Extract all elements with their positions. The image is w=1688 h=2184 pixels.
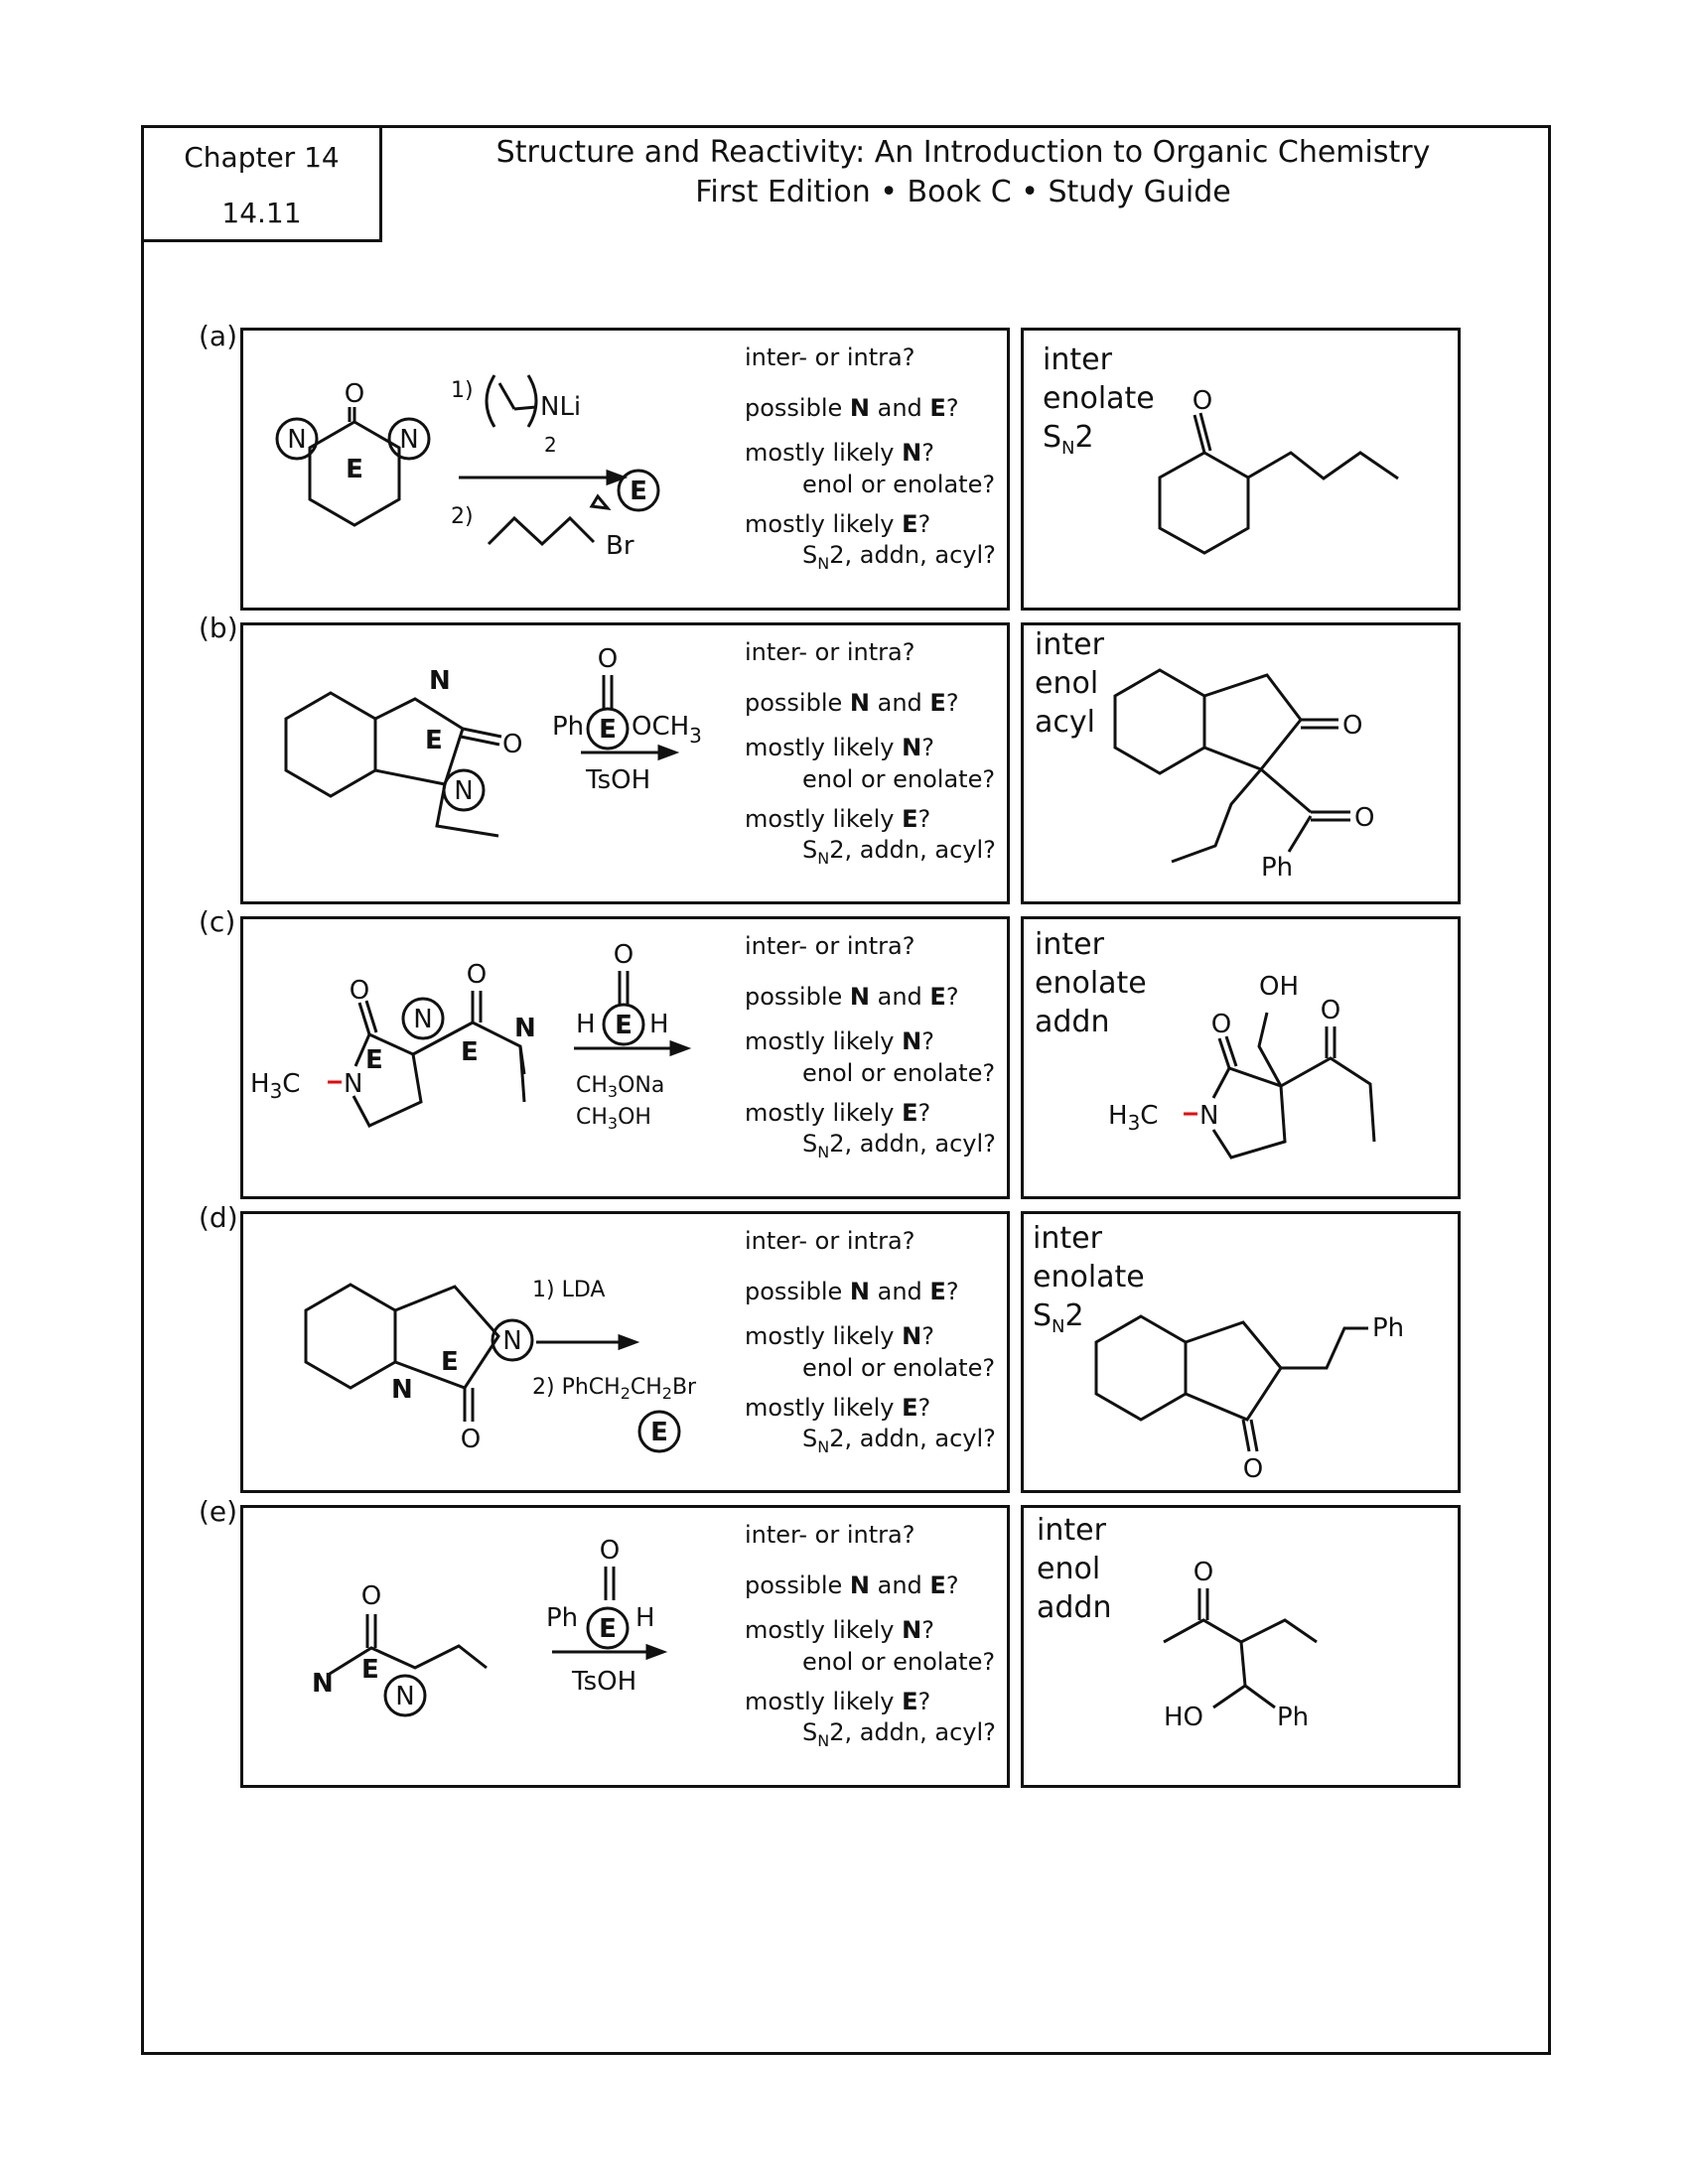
answer-line: enolate bbox=[1033, 1260, 1145, 1295]
step-1-label: 1) bbox=[451, 378, 474, 403]
atom-o: O bbox=[460, 1425, 482, 1454]
structure-c-reactant bbox=[250, 960, 536, 1126]
ring bbox=[1186, 1322, 1281, 1420]
answer-line: enol bbox=[1037, 1552, 1101, 1586]
atom-n: N bbox=[395, 1682, 415, 1711]
answer-line: enol bbox=[1035, 666, 1099, 701]
q-text: ? bbox=[917, 805, 931, 833]
h3c-label bbox=[1108, 1101, 1158, 1135]
structure-d-reactant bbox=[306, 1285, 532, 1454]
electrophile-label: E bbox=[365, 1045, 383, 1075]
subscript: 3 bbox=[607, 1114, 619, 1133]
ph-label: Ph bbox=[552, 712, 585, 742]
q-e: E bbox=[929, 689, 946, 717]
q-text: possible bbox=[745, 983, 850, 1011]
q-inter-intra: inter- or intra? bbox=[745, 638, 915, 666]
atom-o: O bbox=[1320, 996, 1341, 1025]
electrophile-label: E bbox=[461, 1037, 479, 1067]
q-n: N bbox=[849, 983, 870, 1011]
atom-h: H bbox=[1108, 1101, 1128, 1131]
q-text: 2, addn, acyl? bbox=[829, 541, 996, 569]
q-text: mostly likely bbox=[745, 734, 903, 761]
q-text: and bbox=[869, 983, 930, 1011]
atom-o: O bbox=[466, 960, 488, 990]
q-text: N bbox=[817, 553, 830, 573]
atom-o: O bbox=[597, 644, 619, 674]
answer-s: S bbox=[1033, 1298, 1053, 1333]
atom-n: N bbox=[413, 1005, 433, 1034]
q-text: S bbox=[802, 836, 818, 864]
atom-o: O bbox=[1354, 803, 1375, 833]
q-text: and bbox=[869, 394, 930, 422]
step-2-label bbox=[532, 1375, 697, 1403]
q-text: and bbox=[869, 689, 930, 717]
q-enol: enol or enolate? bbox=[802, 1059, 996, 1087]
acid-label: TsOH bbox=[572, 1667, 637, 1697]
q-text: N bbox=[817, 1730, 830, 1750]
q-n: N bbox=[902, 1322, 922, 1350]
acid-label: TsOH bbox=[586, 765, 651, 795]
problem-label-e: (e) bbox=[199, 1495, 238, 1528]
ho-label: HO bbox=[1164, 1703, 1204, 1732]
q-text: possible bbox=[745, 1571, 850, 1599]
nli-label: NLi bbox=[540, 392, 582, 422]
reagents-b bbox=[552, 644, 702, 795]
ph-label: Ph bbox=[546, 1603, 579, 1633]
br-label: Br bbox=[606, 531, 634, 561]
structure-d-product bbox=[1096, 1313, 1404, 1484]
arrowhead bbox=[659, 747, 675, 758]
q-text: mostly likely bbox=[745, 1322, 903, 1350]
arrowhead bbox=[647, 1646, 663, 1658]
ring bbox=[353, 1034, 421, 1126]
solvent-text: CH bbox=[576, 1105, 608, 1130]
ring bbox=[375, 699, 463, 784]
atom-o: O bbox=[1192, 386, 1213, 416]
atom-c: C bbox=[282, 1069, 301, 1099]
step-2-text: Br bbox=[671, 1375, 697, 1400]
base-text: CH bbox=[576, 1073, 608, 1098]
atom-o: O bbox=[1210, 1010, 1232, 1039]
q-n: N bbox=[902, 1027, 922, 1055]
atom-o: O bbox=[344, 379, 365, 409]
q-n: N bbox=[849, 1278, 870, 1305]
bond bbox=[463, 729, 501, 737]
ring bbox=[306, 1285, 395, 1388]
solvent-text: OH bbox=[618, 1105, 651, 1130]
subscript: 3 bbox=[1127, 1111, 1141, 1135]
oh-label: OH bbox=[1259, 972, 1300, 1002]
phenethyl-chain bbox=[1281, 1328, 1368, 1368]
atom-n: N bbox=[429, 666, 451, 696]
subscript: 3 bbox=[607, 1082, 619, 1101]
subscript: 2 bbox=[661, 1384, 672, 1403]
ring bbox=[1213, 1068, 1285, 1158]
q-text: and bbox=[869, 1278, 930, 1305]
base-label bbox=[576, 1073, 664, 1101]
answer-line: enolate bbox=[1043, 381, 1155, 416]
chapter-label: Chapter 14 bbox=[184, 141, 340, 174]
bond bbox=[1245, 1686, 1275, 1707]
answer-line: inter bbox=[1043, 342, 1112, 377]
bond bbox=[461, 737, 499, 745]
atom-n: N bbox=[287, 425, 307, 455]
q-text: 2, addn, acyl? bbox=[829, 1718, 996, 1746]
ph-label: Ph bbox=[1372, 1313, 1405, 1343]
q-text: ? bbox=[921, 1027, 934, 1055]
q-e: E bbox=[929, 983, 946, 1011]
answer-s: S bbox=[1043, 420, 1062, 455]
structure-b-product bbox=[1115, 670, 1374, 883]
atom-o: O bbox=[1342, 711, 1363, 741]
q-text: ? bbox=[945, 394, 959, 422]
ring bbox=[1204, 675, 1301, 769]
q-text: possible bbox=[745, 394, 850, 422]
base-text: ONa bbox=[618, 1073, 665, 1098]
bond bbox=[1243, 1420, 1249, 1451]
answer-line: inter bbox=[1033, 1221, 1102, 1256]
q-text: ? bbox=[945, 983, 959, 1011]
answer-line: inter bbox=[1035, 927, 1104, 962]
arrowhead bbox=[671, 1042, 687, 1054]
electrophile-label: E bbox=[346, 455, 363, 484]
q-text: ? bbox=[917, 1099, 931, 1127]
structure-a-reactant bbox=[277, 379, 429, 525]
q-text: S bbox=[802, 541, 818, 569]
q-text: mostly likely bbox=[745, 439, 903, 467]
q-e: E bbox=[902, 510, 918, 538]
electrophile-label: E bbox=[630, 477, 647, 506]
q-text: ? bbox=[945, 1278, 959, 1305]
atom-n: N bbox=[399, 425, 419, 455]
curved-arrow-icon bbox=[592, 496, 608, 508]
answer-sub: N bbox=[1052, 1316, 1065, 1337]
h-label: H bbox=[649, 1010, 669, 1039]
ring bbox=[1096, 1316, 1186, 1420]
q-enol: enol or enolate? bbox=[802, 765, 996, 793]
q-text: N bbox=[817, 1436, 830, 1456]
electrophile-label: E bbox=[425, 726, 443, 755]
atom-n: N bbox=[391, 1375, 413, 1405]
structure-e-product bbox=[1164, 1558, 1317, 1732]
reagents-c bbox=[574, 940, 687, 1133]
atom-o: O bbox=[502, 730, 523, 759]
arrowhead bbox=[620, 1336, 635, 1348]
q-n: N bbox=[902, 439, 922, 467]
och3-label bbox=[632, 712, 702, 748]
q-text: ? bbox=[917, 1394, 931, 1422]
q-text: S bbox=[802, 1718, 818, 1746]
q-n: N bbox=[849, 394, 870, 422]
answer-line: addn bbox=[1037, 1590, 1112, 1625]
step-1-label: 1) LDA bbox=[532, 1278, 606, 1302]
q-text: mostly likely bbox=[745, 1688, 903, 1715]
q-text: and bbox=[869, 1571, 930, 1599]
subscript: 3 bbox=[689, 724, 702, 748]
bracket bbox=[528, 375, 536, 427]
subscript: 2 bbox=[620, 1384, 631, 1403]
answer-sub: N bbox=[1061, 438, 1075, 459]
bond bbox=[1251, 1420, 1257, 1451]
q-enol: enol or enolate? bbox=[802, 1354, 996, 1382]
h-label: H bbox=[635, 1603, 655, 1633]
q-e: E bbox=[902, 1688, 918, 1715]
solvent-label bbox=[576, 1105, 651, 1133]
q-text: possible bbox=[745, 1278, 850, 1305]
atom-n: N bbox=[454, 776, 474, 806]
reagents-a bbox=[451, 375, 658, 561]
q-enol: enol or enolate? bbox=[802, 471, 996, 498]
q-e: E bbox=[929, 1278, 946, 1305]
answer-tail: 2 bbox=[1074, 420, 1094, 455]
q-e: E bbox=[902, 1099, 918, 1127]
q-text: S bbox=[802, 1425, 818, 1452]
q-n: N bbox=[849, 1571, 870, 1599]
chain bbox=[1164, 1620, 1317, 1642]
q-text: 2, addn, acyl? bbox=[829, 1425, 996, 1452]
q-text: ? bbox=[945, 1571, 959, 1599]
answer-tail: 2 bbox=[1064, 1298, 1084, 1333]
butyl-chain bbox=[1248, 453, 1398, 478]
electrophile-label: E bbox=[599, 715, 617, 745]
h3c-label bbox=[250, 1069, 300, 1103]
electrophile-label: E bbox=[650, 1418, 668, 1447]
title-line-2: First Edition • Book C • Study Guide bbox=[695, 175, 1231, 209]
atom-o: O bbox=[349, 976, 370, 1006]
q-text: mostly likely bbox=[745, 1027, 903, 1055]
bond bbox=[1213, 1686, 1245, 1707]
q-text: mostly likely bbox=[745, 1099, 903, 1127]
ph-label: Ph bbox=[1261, 853, 1294, 883]
bracket bbox=[487, 375, 494, 427]
q-text: ? bbox=[917, 1688, 931, 1715]
q-text: mostly likely bbox=[745, 1616, 903, 1644]
q-e: E bbox=[902, 1394, 918, 1422]
atom-n: N bbox=[312, 1669, 334, 1699]
q-text: ? bbox=[945, 689, 959, 717]
q-text: 2, addn, acyl? bbox=[829, 836, 996, 864]
bond bbox=[1241, 1642, 1245, 1686]
electrophile-label: E bbox=[615, 1011, 633, 1040]
ph-label: Ph bbox=[1277, 1703, 1310, 1732]
bond bbox=[499, 383, 514, 409]
ring bbox=[1160, 453, 1248, 553]
q-text: mostly likely bbox=[745, 1394, 903, 1422]
bond bbox=[1261, 769, 1311, 812]
answer-line: acyl bbox=[1035, 705, 1095, 740]
q-text: ? bbox=[921, 734, 934, 761]
q-inter-intra: inter- or intra? bbox=[745, 1521, 915, 1549]
problem-label-d: (d) bbox=[199, 1201, 238, 1234]
electrophile-label: E bbox=[441, 1347, 459, 1377]
q-text: mostly likely bbox=[745, 510, 903, 538]
atom-n: N bbox=[502, 1326, 522, 1356]
q-inter-intra: inter- or intra? bbox=[745, 1227, 915, 1255]
q-e: E bbox=[929, 394, 946, 422]
reagents-d bbox=[532, 1278, 697, 1451]
ring bbox=[1115, 670, 1204, 773]
answer-line: inter bbox=[1037, 1513, 1106, 1548]
atom-o: O bbox=[599, 1536, 621, 1566]
answer-line: addn bbox=[1035, 1005, 1110, 1039]
reagents-e bbox=[546, 1536, 663, 1697]
subscript: 2 bbox=[544, 433, 557, 457]
q-text: 2, addn, acyl? bbox=[829, 1130, 996, 1158]
structure-b-reactant bbox=[286, 666, 522, 836]
chain bbox=[1281, 1058, 1374, 1142]
q-text: S bbox=[802, 1130, 818, 1158]
bond bbox=[1289, 816, 1311, 852]
atom-h: H bbox=[250, 1069, 270, 1099]
title-line-1: Structure and Reactivity: An Introduction to Organic Chemistry bbox=[495, 135, 1431, 170]
q-text: N bbox=[817, 848, 830, 868]
ring bbox=[286, 693, 375, 796]
atom-o: O bbox=[613, 940, 634, 970]
problem-label-b: (b) bbox=[199, 612, 238, 644]
h-label: H bbox=[576, 1010, 596, 1039]
atom-c: C bbox=[1140, 1101, 1159, 1131]
atom-n: N bbox=[344, 1069, 363, 1099]
atom-o: O bbox=[1242, 1454, 1264, 1484]
answer-line: enolate bbox=[1035, 966, 1147, 1001]
q-n: N bbox=[849, 689, 870, 717]
structure-a-product bbox=[1160, 386, 1398, 553]
atom-n: N bbox=[514, 1014, 536, 1043]
atom-o: O bbox=[1193, 1558, 1214, 1587]
q-text: possible bbox=[745, 689, 850, 717]
step-2-text: 2) PhCH bbox=[532, 1375, 621, 1400]
structure-c-product bbox=[1108, 972, 1374, 1158]
q-n: N bbox=[902, 734, 922, 761]
q-text: mostly likely bbox=[745, 805, 903, 833]
bond bbox=[520, 1046, 524, 1102]
subscript: 3 bbox=[269, 1079, 283, 1103]
section-label: 14.11 bbox=[221, 197, 302, 229]
q-inter-intra: inter- or intra? bbox=[745, 932, 915, 960]
bond bbox=[514, 407, 536, 409]
q-text: ? bbox=[921, 1616, 934, 1644]
ethyl-chain bbox=[1172, 769, 1261, 862]
q-e: E bbox=[929, 1571, 946, 1599]
structure-e-reactant bbox=[312, 1581, 487, 1715]
electrophile-label: E bbox=[599, 1614, 617, 1644]
butyl-chain bbox=[489, 518, 594, 544]
atom-o: O bbox=[360, 1581, 382, 1611]
step-2-label: 2) bbox=[451, 504, 474, 529]
answer-line: inter bbox=[1035, 627, 1104, 662]
chain bbox=[330, 1646, 487, 1674]
q-text: ? bbox=[921, 439, 934, 467]
electrophile-label: E bbox=[361, 1655, 379, 1685]
q-text: N bbox=[817, 1142, 830, 1161]
bond bbox=[1259, 1013, 1281, 1086]
q-e: E bbox=[902, 805, 918, 833]
q-inter-intra: inter- or intra? bbox=[745, 343, 915, 371]
problem-label-c: (c) bbox=[199, 905, 236, 938]
atom-n: N bbox=[1199, 1101, 1219, 1131]
step-2-text: CH bbox=[630, 1375, 662, 1400]
och3-text: OCH bbox=[632, 712, 690, 742]
problem-label-a: (a) bbox=[199, 320, 238, 352]
q-text: ? bbox=[921, 1322, 934, 1350]
q-text: ? bbox=[917, 510, 931, 538]
q-n: N bbox=[902, 1616, 922, 1644]
q-enol: enol or enolate? bbox=[802, 1648, 996, 1676]
